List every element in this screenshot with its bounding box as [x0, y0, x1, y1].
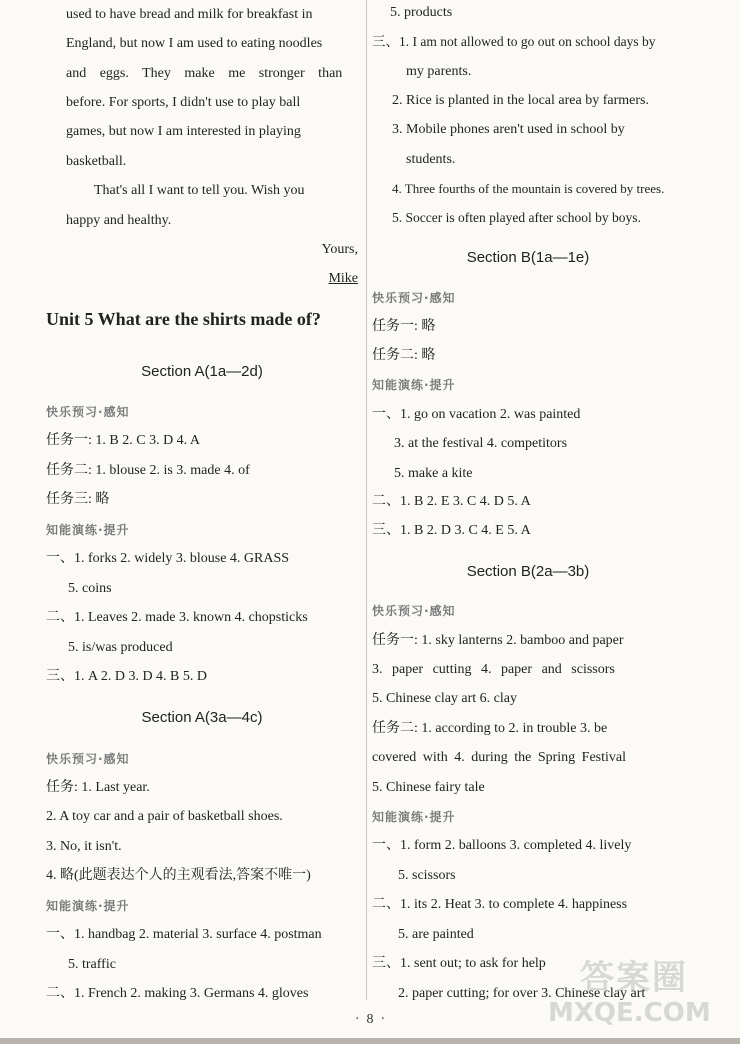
- letter-closing: Yours,: [321, 242, 358, 257]
- answer-line: 一、1. forks 2. widely 3. blouse 4. GRASS: [46, 551, 290, 566]
- answer-line: 2. A toy car and a pair of basketball shoes.: [46, 809, 283, 824]
- answer-line: 3. No, it isn't.: [46, 839, 122, 854]
- answer-line: 5. is/was produced: [68, 640, 173, 655]
- letter-line: That's all I want to tell you. Wish you: [94, 183, 305, 198]
- answer-line: 4. 略(此题表达个人的主观看法,答案不唯一): [46, 868, 311, 883]
- answer-line: 任务一: 1. B 2. C 3. D 4. A: [46, 433, 201, 448]
- answer-line: 4. Three fourths of the mountain is covered by trees.: [392, 181, 665, 196]
- answer-line: 三、1. B 2. D 3. C 4. E 5. A: [372, 523, 531, 538]
- page-number-value: 8: [366, 1012, 374, 1027]
- letter-line: before. For sports, I didn't use to play ball: [66, 95, 301, 110]
- section-tag: 快乐预习·感知: [372, 291, 456, 305]
- watermark-logo: [540, 950, 730, 1032]
- answer-line: 一、1. go on vacation 2. was painted: [372, 407, 581, 422]
- section-tag: 快乐预习·感知: [372, 604, 456, 618]
- answer-line: 5. coins: [68, 581, 112, 596]
- letter-line: and eggs. They make me stronger than: [66, 66, 343, 81]
- page-bottom-edge: [0, 1038, 740, 1044]
- watermark-text-bottom: MXQE.COM: [548, 998, 711, 1028]
- answer-line: 二、1. Leaves 2. made 3. known 4. chopsticks: [46, 610, 308, 625]
- answer-line: 5. are painted: [398, 927, 474, 942]
- letter-signature: Mike: [328, 271, 358, 286]
- section-tag: 快乐预习·感知: [46, 405, 130, 419]
- answer-line: 三、1. A 2. D 3. D 4. B 5. D: [46, 669, 208, 684]
- answer-line: 一、1. handbag 2. material 3. surface 4. postman: [46, 927, 322, 942]
- unit-title: Unit 5 What are the shirts made of?: [46, 309, 321, 329]
- answer-line: 二、1. French 2. making 3. Germans 4. gloves: [46, 986, 309, 1001]
- column-divider: [366, 0, 367, 1000]
- answer-line: 5. scissors: [398, 868, 456, 883]
- answer-line: 任务: 1. Last year.: [46, 780, 150, 795]
- answer-line: 任务二: 略: [372, 348, 436, 363]
- answer-line: 5. products: [390, 5, 453, 20]
- answer-line: 任务三: 略: [46, 492, 110, 507]
- answer-line: 任务二: 1. according to 2. in trouble 3. be: [372, 721, 608, 736]
- answer-line: 二、1. B 2. E 3. C 4. D 5. A: [372, 494, 531, 509]
- answer-line: 任务一: 1. sky lanterns 2. bamboo and paper: [372, 633, 624, 648]
- answer-line: covered with 4. during the Spring Festival: [372, 750, 627, 765]
- page-number: · 8 ·: [354, 1012, 386, 1027]
- section-tag: 知能演练·提升: [46, 523, 130, 537]
- letter-line: used to have bread and milk for breakfast in: [66, 7, 313, 22]
- section-title: Section A(1a—2d): [141, 363, 263, 380]
- section-title: Section B(1a—1e): [466, 249, 590, 266]
- section-tag: 快乐预习·感知: [46, 752, 130, 766]
- answer-line: 3. Mobile phones aren't used in school by: [392, 122, 625, 137]
- answer-line: 任务一: 略: [372, 319, 436, 334]
- answer-line: 二、1. its 2. Heat 3. to complete 4. happiness: [372, 897, 628, 912]
- answer-line: 3. at the festival 4. competitors: [394, 436, 568, 451]
- letter-line: England, but now I am used to eating noodles: [66, 36, 323, 51]
- answer-line: 任务二: 1. blouse 2. is 3. made 4. of: [46, 463, 250, 478]
- answer-line: 5. make a kite: [394, 466, 473, 481]
- answer-line: students.: [406, 152, 456, 167]
- letter-line: basketball.: [66, 154, 127, 169]
- section-tag: 知能演练·提升: [372, 810, 456, 824]
- answer-line: 5. Chinese clay art 6. clay: [372, 691, 518, 706]
- section-title: Section A(3a—4c): [141, 709, 263, 726]
- answer-line: 2. Rice is planted in the local area by farmers.: [392, 93, 649, 108]
- watermark-text-top: 答案圈: [580, 958, 688, 998]
- answer-line: 一、1. form 2. balloons 3. completed 4. lively: [372, 838, 632, 853]
- answer-line: 三、1. sent out; to ask for help: [372, 956, 546, 971]
- letter-line: happy and healthy.: [66, 213, 172, 228]
- answer-line: 5. Soccer is often played after school by boys.: [392, 210, 641, 225]
- letter-line: games, but now I am interested in playing: [66, 124, 301, 139]
- answer-line: 3. paper cutting 4. paper and scissors: [372, 662, 615, 677]
- answer-line: 5. traffic: [68, 957, 116, 972]
- answer-line: 2. paper cutting; for over 3. Chinese clay art: [398, 986, 646, 1001]
- section-tag: 知能演练·提升: [372, 378, 456, 392]
- answer-line: 5. Chinese fairy tale: [372, 780, 485, 795]
- answer-line: 三、1. I am not allowed to go out on school days by: [372, 34, 656, 49]
- section-title: Section B(2a—3b): [466, 563, 590, 580]
- section-tag: 知能演练·提升: [46, 899, 130, 913]
- answer-line: my parents.: [406, 64, 472, 79]
